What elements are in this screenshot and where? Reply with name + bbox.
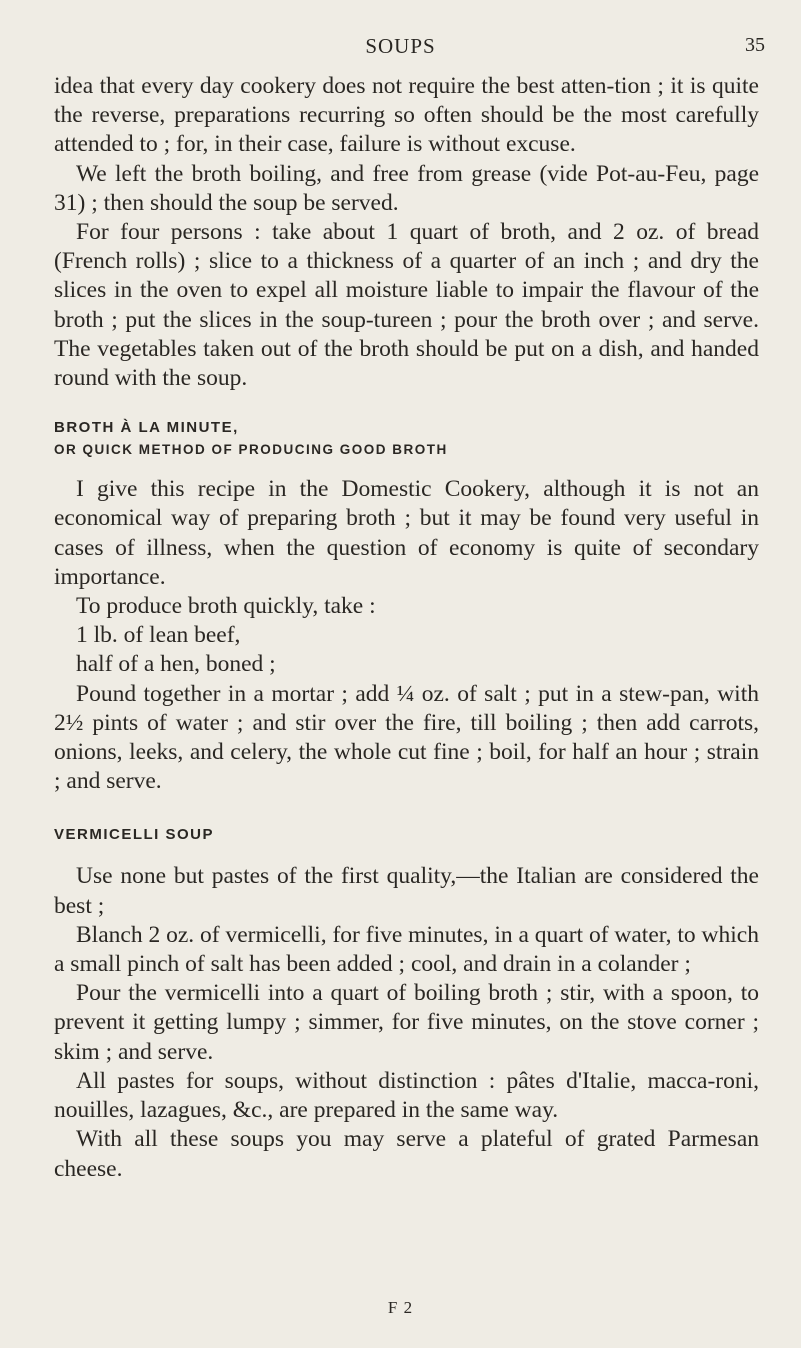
paragraph: I give this recipe in the Domestic Cookery, although it is not an economical way of preparing broth ; but it may be found very useful in cases of illness, when the question of economy is quite of secondary importance. <box>54 476 759 590</box>
running-title: SOUPS <box>365 34 436 58</box>
paragraph: For four persons : take about 1 quart of broth, and 2 oz. of bread (French rolls) ; slice to a thickness of a quarter of an inch ; and dry the slices in the oven to expel all moisture liable to impair the flavour of the broth ; put the slices in the soup-tureen ; pour the broth over ; and serve. The vegetables taken out of the broth should be put on a dish, and handed round with the soup. <box>54 219 759 392</box>
page-number: 35 <box>745 34 765 56</box>
paragraph: With all these soups you may serve a plateful of grated Parmesan cheese. <box>54 1126 759 1182</box>
paragraph: Blanch 2 oz. of vermicelli, for five minutes, in a quart of water, to which a small pinch of salt has been added ; cool, and drain in a colander ; <box>54 921 759 978</box>
section-subheading: OR QUICK METHOD OF PRODUCING GOOD BROTH <box>54 442 448 458</box>
paragraph: To produce broth quickly, take : <box>76 593 376 620</box>
paragraph: idea that every day cookery does not require the best atten-tion ; it is quite the reverse, preparations recurring so often should be the most carefully attended to ; for, in their case, failure is without excuse. <box>54 73 759 158</box>
paragraph: Use none but pastes of the first quality,—the Italian are considered the best ; <box>54 863 759 919</box>
section-heading: BROTH À LA MINUTE, <box>54 419 239 437</box>
body-text <box>54 72 759 1184</box>
paragraph: Pound together in a mortar ; add ¼ oz. of salt ; put in a stew-pan, with 2½ pints of water ; and stir over the fire, till boiling ; then add carrots, onions, leeks, and celery, the whole cut fine ; boil, for half an hour ; strain ; and serve. <box>54 680 759 795</box>
signature-mark: F 2 <box>387 1298 414 1317</box>
ingredient-line: half of a hen, boned ; <box>76 651 276 678</box>
paragraph: All pastes for soups, without distinction : pâtes d'Italie, macca-roni, nouilles, lazagues, &c., are prepared in the same way. <box>54 1067 759 1124</box>
ingredient-line: 1 lb. of lean beef, <box>76 622 241 649</box>
paragraph: We left the broth boiling, and free from grease (vide Pot-au-Feu, page 31) ; then should the soup be served. <box>54 160 759 216</box>
paragraph: Pour the vermicelli into a quart of boiling broth ; stir, with a spoon, to prevent it getting lumpy ; simmer, for five minutes, on the stove corner ; skim ; and serve. <box>54 980 759 1065</box>
section-heading: VERMICELLI SOUP <box>54 826 215 844</box>
running-head <box>0 34 801 64</box>
